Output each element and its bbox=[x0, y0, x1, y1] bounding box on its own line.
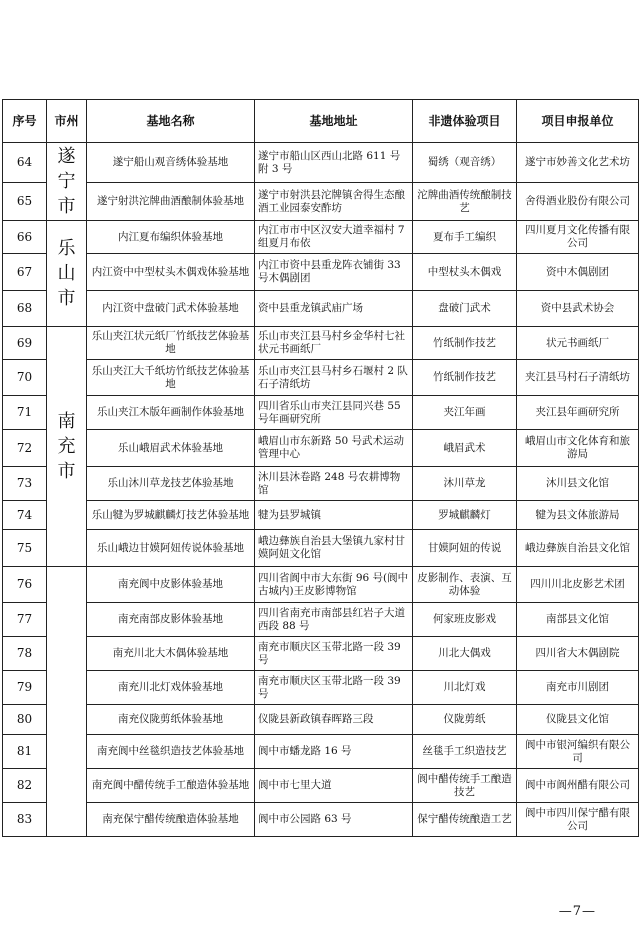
base-address: 乐山市夹江县马村乡金华村七社状元书画纸厂 bbox=[255, 327, 413, 360]
heritage-project: 竹纸制作技艺 bbox=[413, 360, 517, 396]
table-row bbox=[3, 143, 639, 183]
applicant-unit: 舍得酒业股份有限公司 bbox=[517, 183, 639, 221]
row-seq: 73 bbox=[3, 467, 47, 501]
base-address: 沐川县沐卷路 248 号农耕博物馆 bbox=[255, 467, 413, 501]
table-row bbox=[3, 603, 639, 637]
row-seq: 64 bbox=[3, 143, 47, 183]
heritage-project: 夹江年画 bbox=[413, 396, 517, 430]
base-name: 乐山峨边甘嫫阿妞传说体验基地 bbox=[87, 530, 255, 567]
base-name: 南充阆中醋传统手工酿造体验基地 bbox=[87, 769, 255, 803]
table-row bbox=[3, 396, 639, 430]
row-seq: 72 bbox=[3, 430, 47, 467]
heritage-project: 仪陇剪纸 bbox=[413, 705, 517, 735]
base-name: 乐山犍为罗城麒麟灯技艺体验基地 bbox=[87, 501, 255, 530]
base-name: 乐山沐川草龙技艺体验基地 bbox=[87, 467, 255, 501]
table-row bbox=[3, 637, 639, 671]
row-seq: 74 bbox=[3, 501, 47, 530]
table-row bbox=[3, 254, 639, 291]
applicant-unit: 夹江县马村石子清纸坊 bbox=[517, 360, 639, 396]
base-address: 内江市市中区汉安大道幸福村 7 组夏月布依 bbox=[255, 221, 413, 254]
header-base-name: 基地名称 bbox=[87, 100, 255, 143]
city-cell: 乐山市 bbox=[47, 221, 87, 327]
base-address: 峨眉山市东新路 50 号武术运动管理中心 bbox=[255, 430, 413, 467]
row-seq: 69 bbox=[3, 327, 47, 360]
table-row bbox=[3, 769, 639, 803]
table-row bbox=[3, 705, 639, 735]
heritage-project: 夏布手工编织 bbox=[413, 221, 517, 254]
city-cell: 南充市 bbox=[47, 327, 87, 567]
heritage-project: 沱牌曲酒传统酿制技艺 bbox=[413, 183, 517, 221]
table-row bbox=[3, 567, 639, 603]
header-heritage-project: 非遗体验项目 bbox=[413, 100, 517, 143]
base-address: 阆中市公园路 63 号 bbox=[255, 803, 413, 837]
heritage-project: 罗城麒麟灯 bbox=[413, 501, 517, 530]
base-name: 内江夏布编织体验基地 bbox=[87, 221, 255, 254]
heritage-project: 阆中醋传统手工酿造技艺 bbox=[413, 769, 517, 803]
applicant-unit: 四川川北皮影艺术团 bbox=[517, 567, 639, 603]
row-seq: 79 bbox=[3, 671, 47, 705]
table-row bbox=[3, 327, 639, 360]
base-name: 遂宁射洪沱牌曲酒酿制体验基地 bbox=[87, 183, 255, 221]
applicant-unit: 峨眉山市文化体育和旅游局 bbox=[517, 430, 639, 467]
applicant-unit: 资中木偶剧团 bbox=[517, 254, 639, 291]
row-seq: 66 bbox=[3, 221, 47, 254]
base-address: 犍为县罗城镇 bbox=[255, 501, 413, 530]
row-seq: 65 bbox=[3, 183, 47, 221]
applicant-unit: 资中县武术协会 bbox=[517, 291, 639, 327]
heritage-project: 皮影制作、表演、互动体验 bbox=[413, 567, 517, 603]
base-address: 资中县重龙镇武庙广场 bbox=[255, 291, 413, 327]
page-number: —7— bbox=[558, 904, 596, 919]
applicant-unit: 仪陇县文化馆 bbox=[517, 705, 639, 735]
base-address: 四川省乐山市夹江县同兴巷 55 号年画研究所 bbox=[255, 396, 413, 430]
table-row bbox=[3, 221, 639, 254]
table-header-row bbox=[3, 100, 639, 143]
base-name: 乐山峨眉武术体验基地 bbox=[87, 430, 255, 467]
header-seq: 序号 bbox=[3, 100, 47, 143]
table-row bbox=[3, 803, 639, 837]
heritage-project: 甘嫫阿妞的传说 bbox=[413, 530, 517, 567]
base-name: 南充保宁醋传统酿造体验基地 bbox=[87, 803, 255, 837]
row-seq: 75 bbox=[3, 530, 47, 567]
row-seq: 81 bbox=[3, 735, 47, 769]
row-seq: 77 bbox=[3, 603, 47, 637]
heritage-project: 竹纸制作技艺 bbox=[413, 327, 517, 360]
heritage-project: 峨眉武术 bbox=[413, 430, 517, 467]
heritage-project: 蜀绣（观音绣） bbox=[413, 143, 517, 183]
base-name: 南充阆中丝毯织造技艺体验基地 bbox=[87, 735, 255, 769]
row-seq: 78 bbox=[3, 637, 47, 671]
base-address: 乐山市夹江县马村乡石堰村 2 队石子清纸坊 bbox=[255, 360, 413, 396]
base-name: 内江资中中型杖头木偶戏体验基地 bbox=[87, 254, 255, 291]
heritage-project: 中型杖头木偶戏 bbox=[413, 254, 517, 291]
heritage-project: 丝毯手工织造技艺 bbox=[413, 735, 517, 769]
applicant-unit: 夹江县年画研究所 bbox=[517, 396, 639, 430]
city-cell bbox=[47, 567, 87, 837]
heritage-project: 盘破门武术 bbox=[413, 291, 517, 327]
base-name: 南充川北大木偶体验基地 bbox=[87, 637, 255, 671]
applicant-unit: 遂宁市妙善文化艺术坊 bbox=[517, 143, 639, 183]
heritage-project: 川北灯戏 bbox=[413, 671, 517, 705]
table-row bbox=[3, 501, 639, 530]
header-applicant-unit: 项目申报单位 bbox=[517, 100, 639, 143]
base-name: 南充川北灯戏体验基地 bbox=[87, 671, 255, 705]
applicant-unit: 峨边彝族自治县文化馆 bbox=[517, 530, 639, 567]
base-name: 乐山夹江木版年画制作体验基地 bbox=[87, 396, 255, 430]
heritage-project: 川北大偶戏 bbox=[413, 637, 517, 671]
heritage-base-table bbox=[2, 99, 639, 837]
row-seq: 70 bbox=[3, 360, 47, 396]
row-seq: 82 bbox=[3, 769, 47, 803]
base-name: 遂宁船山观音绣体验基地 bbox=[87, 143, 255, 183]
base-address: 南充市顺庆区玉带北路一段 39 号 bbox=[255, 637, 413, 671]
base-name: 乐山夹江状元纸厂竹纸技艺体验基地 bbox=[87, 327, 255, 360]
base-name: 乐山夹江大千纸坊竹纸技艺体验基地 bbox=[87, 360, 255, 396]
base-address: 阆中市蟠龙路 16 号 bbox=[255, 735, 413, 769]
base-address: 四川省南充市南部县红岩子大道西段 88 号 bbox=[255, 603, 413, 637]
heritage-project: 沐川草龙 bbox=[413, 467, 517, 501]
base-name: 南充南部皮影体验基地 bbox=[87, 603, 255, 637]
base-address: 仪陇县新政镇春晖路三段 bbox=[255, 705, 413, 735]
table-row bbox=[3, 671, 639, 705]
applicant-unit: 南部县文化馆 bbox=[517, 603, 639, 637]
base-address: 峨边彝族自治县大堡镇九家村甘嫫阿妞文化馆 bbox=[255, 530, 413, 567]
applicant-unit: 四川省大木偶剧院 bbox=[517, 637, 639, 671]
applicant-unit: 犍为县文体旅游局 bbox=[517, 501, 639, 530]
base-name: 内江资中盘破门武术体验基地 bbox=[87, 291, 255, 327]
row-seq: 76 bbox=[3, 567, 47, 603]
applicant-unit: 阆中市四川保宁醋有限公司 bbox=[517, 803, 639, 837]
base-address: 四川省阆中市大东街 96 号(阆中古城内)王皮影博物馆 bbox=[255, 567, 413, 603]
applicant-unit: 状元书画纸厂 bbox=[517, 327, 639, 360]
applicant-unit: 阆中市阆州醋有限公司 bbox=[517, 769, 639, 803]
applicant-unit: 阆中市银河编织有限公司 bbox=[517, 735, 639, 769]
table-row bbox=[3, 183, 639, 221]
row-seq: 83 bbox=[3, 803, 47, 837]
base-address: 阆中市七里大道 bbox=[255, 769, 413, 803]
row-seq: 71 bbox=[3, 396, 47, 430]
applicant-unit: 南充市川剧团 bbox=[517, 671, 639, 705]
row-seq: 68 bbox=[3, 291, 47, 327]
applicant-unit: 沐川县文化馆 bbox=[517, 467, 639, 501]
applicant-unit: 四川夏月文化传播有限公司 bbox=[517, 221, 639, 254]
table-row bbox=[3, 360, 639, 396]
base-name: 南充阆中皮影体验基地 bbox=[87, 567, 255, 603]
base-name: 南充仪陇剪纸体验基地 bbox=[87, 705, 255, 735]
base-address: 南充市顺庆区玉带北路一段 39 号 bbox=[255, 671, 413, 705]
base-address: 内江市资中县重龙阵衣铺街 33 号木偶剧团 bbox=[255, 254, 413, 291]
base-address: 遂宁市船山区西山北路 611 号附 3 号 bbox=[255, 143, 413, 183]
row-seq: 80 bbox=[3, 705, 47, 735]
header-city: 市州 bbox=[47, 100, 87, 143]
table-row bbox=[3, 430, 639, 467]
heritage-project: 保宁醋传统酿造工艺 bbox=[413, 803, 517, 837]
table-row bbox=[3, 530, 639, 567]
table-row bbox=[3, 291, 639, 327]
city-cell: 遂宁市 bbox=[47, 143, 87, 221]
base-address: 遂宁市射洪县沱牌镇舍得生态酿酒工业园泰安酢坊 bbox=[255, 183, 413, 221]
table-row bbox=[3, 735, 639, 769]
table-row bbox=[3, 467, 639, 501]
header-base-address: 基地地址 bbox=[255, 100, 413, 143]
heritage-project: 何家班皮影戏 bbox=[413, 603, 517, 637]
row-seq: 67 bbox=[3, 254, 47, 291]
